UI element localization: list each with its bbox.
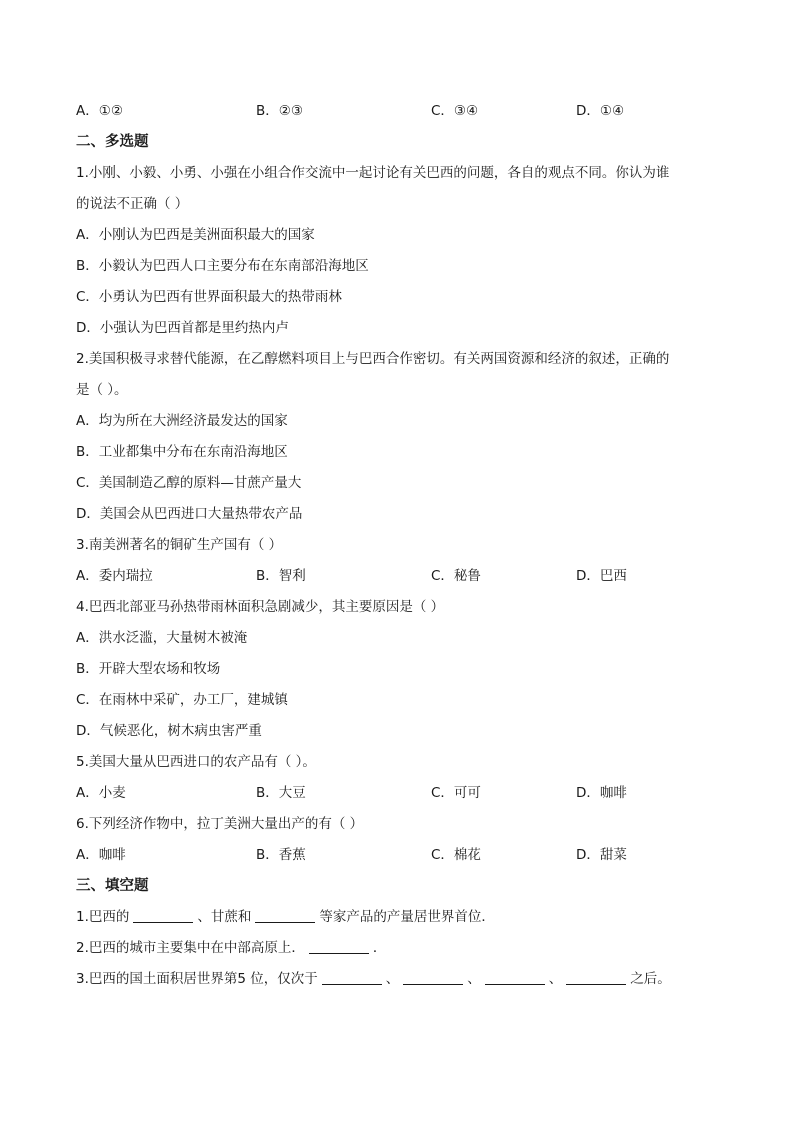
option-d: D．①④: [576, 103, 625, 119]
question-5-option-a: A．小麦: [76, 785, 126, 801]
question-2-stem-line-1: 2.美国积极寻求替代能源，在乙醇燃料项目上与巴西合作密切。有关两国资源和经济的叙述，正确的: [76, 351, 670, 367]
section-title-multiple-choice: 二、多选题: [76, 134, 149, 150]
answer-blank[interactable]: [255, 908, 315, 923]
question-6-option-c: C．棉花: [431, 847, 481, 863]
answer-blank[interactable]: [485, 970, 545, 985]
separator: 、: [548, 971, 563, 987]
fill-q1-text-a: 1.巴西的: [76, 909, 130, 925]
question-5-option-d: D．咖啡: [576, 785, 627, 801]
question-1-option-d: D．小强认为巴西首都是里约热内卢: [76, 320, 289, 336]
fill-question-2: [76, 933, 726, 964]
question-6-option-b: B．香蕉: [256, 847, 306, 863]
question-3-options: [76, 561, 726, 592]
question-4-stem: 4.巴西北部亚马孙热带雨林面积急剧减少，其主要原因是（ ）: [76, 599, 445, 615]
question-6-option-a: A．咖啡: [76, 847, 126, 863]
question-6-stem: 6.下列经济作物中，拉丁美洲大量出产的有（ ）: [76, 816, 364, 832]
question-4-option-b: B．开辟大型农场和牧场: [76, 661, 221, 677]
question-1-stem-line-1: 1.小刚、小毅、小勇、小强在小组合作交流中一起讨论有关巴西的问题，各自的观点不同。你认为谁: [76, 165, 670, 181]
section-title-fill-blank: 三、填空题: [76, 878, 149, 894]
question-3-option-d: D．巴西: [576, 568, 627, 584]
answer-blank[interactable]: [566, 970, 626, 985]
question-3-option-b: B．智利: [256, 568, 306, 584]
option-b: B．②③: [256, 103, 303, 119]
question-1-option-b: B．小毅认为巴西人口主要分布在东南部沿海地区: [76, 258, 369, 274]
answer-blank[interactable]: [403, 970, 463, 985]
question-5-options: [76, 778, 726, 809]
question-5-stem: 5.美国大量从巴西进口的农产品有（ ）。: [76, 754, 316, 770]
fill-question-1: [76, 902, 726, 933]
prev-question-options: [76, 96, 726, 127]
fill-question-3: [76, 964, 726, 995]
answer-blank[interactable]: [309, 939, 369, 954]
question-1-stem-line-2: 的说法不正确（ ）: [76, 196, 189, 212]
fill-q1-text-c: 等家产品的产量居世界首位．: [319, 909, 495, 925]
question-3-stem: 3.南美洲著名的铜矿生产国有（ ）: [76, 537, 283, 553]
question-2-stem-line-2: 是（ ）。: [76, 382, 128, 398]
option-a: A．①②: [76, 103, 123, 119]
question-5-option-b: B．大豆: [256, 785, 306, 801]
fill-q2-text-b: ．: [372, 940, 387, 956]
fill-q2-text-a: 2.巴西的城市主要集中在中部高原上．: [76, 940, 305, 956]
separator: 、: [467, 971, 481, 987]
question-2-option-c: C．美国制造乙醇的原料—甘蔗产量大: [76, 475, 302, 491]
question-4-option-c: C．在雨林中采矿，办工厂，建城镇: [76, 692, 288, 708]
exam-page: [76, 96, 726, 995]
question-6-option-d: D．甜菜: [576, 847, 627, 863]
question-1-option-c: C．小勇认为巴西有世界面积最大的热带雨林: [76, 289, 342, 305]
question-5-option-c: C．可可: [431, 785, 481, 801]
fill-q1-text-b: 、甘蔗和: [197, 909, 252, 925]
option-c: C．③④: [431, 103, 479, 119]
fill-q3-text-a: 3.巴西的国土面积居世界第5 位，仅次于: [76, 971, 318, 987]
answer-blank[interactable]: [322, 970, 382, 985]
question-2-option-d: D．美国会从巴西进口大量热带农产品: [76, 506, 303, 522]
question-2-option-a: A．均为所在大洲经济最发达的国家: [76, 413, 288, 429]
separator: 、: [385, 971, 400, 987]
question-2-option-b: B．工业都集中分布在东南沿海地区: [76, 444, 288, 460]
question-4-option-d: D．气候恶化，树木病虫害严重: [76, 723, 262, 739]
question-1-option-a: A．小刚认为巴西是美洲面积最大的国家: [76, 227, 315, 243]
question-3-option-a: A．委内瑞拉: [76, 568, 153, 584]
answer-blank[interactable]: [133, 908, 193, 923]
question-3-option-c: C．秘鲁: [431, 568, 481, 584]
fill-q3-text-end: 之后。: [630, 971, 671, 987]
question-4-option-a: A．洪水泛滥，大量树木被淹: [76, 630, 248, 646]
question-6-options: [76, 840, 726, 871]
